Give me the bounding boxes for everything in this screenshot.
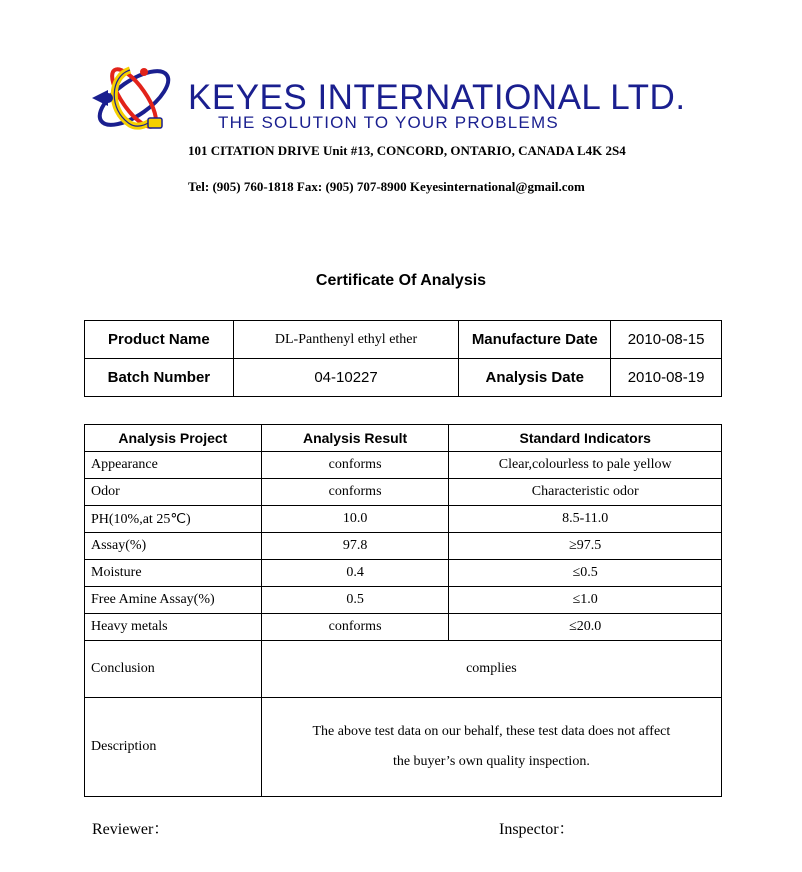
description-line: the buyer’s own quality inspection. <box>392 754 590 769</box>
table-header-row <box>85 425 722 452</box>
company-contact: Tel: (905) 760-1818 Fax: (905) 707-8900 Keyesinternational@gmail.com <box>188 179 585 194</box>
description-line: The above test data on our behalf, these test data does not affect <box>312 724 671 739</box>
company-logo <box>90 58 184 138</box>
conclusion-value: complies <box>261 641 721 698</box>
product-name-label: Product Name <box>85 321 234 359</box>
analysis-result: conforms <box>261 452 449 479</box>
product-info-table <box>84 320 722 397</box>
description-row <box>85 698 722 797</box>
column-header: Analysis Result <box>261 425 449 452</box>
standard-indicator: 8.5-11.0 <box>449 506 722 533</box>
column-header: Standard Indicators <box>449 425 722 452</box>
table-row <box>85 560 722 587</box>
table-row <box>85 359 722 397</box>
standard-indicator: ≤20.0 <box>449 614 722 641</box>
table-row <box>85 452 722 479</box>
company-address: 101 CITATION DRIVE Unit #13, CONCORD, ONTARIO, CANADA L4K 2S4 <box>188 143 626 158</box>
analysis-project: Assay(%) <box>85 533 262 560</box>
document-title: Certificate Of Analysis <box>315 272 487 289</box>
standard-indicator: Characteristic odor <box>449 479 722 506</box>
table-row <box>85 587 722 614</box>
table-row <box>85 479 722 506</box>
batch-number-label: Batch Number <box>85 359 234 397</box>
batch-number-value: 04-10227 <box>233 359 459 397</box>
analysis-project: Free Amine Assay(%) <box>85 587 262 614</box>
analysis-result: 97.8 <box>261 533 449 560</box>
conclusion-row <box>85 641 722 698</box>
analysis-result: 0.4 <box>261 560 449 587</box>
analysis-date-value: 2010-08-19 <box>611 359 722 397</box>
analysis-project: PH(10%,at 25℃) <box>85 506 262 533</box>
company-tagline: THE SOLUTION TO YOUR PROBLEMS <box>218 113 559 132</box>
standard-indicator: ≤0.5 <box>449 560 722 587</box>
analysis-date-label: Analysis Date <box>459 359 611 397</box>
table-row <box>85 321 722 359</box>
description-label: Description <box>85 698 262 797</box>
analysis-result: 0.5 <box>261 587 449 614</box>
analysis-result: conforms <box>261 479 449 506</box>
reviewer-label: Reviewer： <box>92 821 170 838</box>
conclusion-label: Conclusion <box>85 641 262 698</box>
analysis-project: Moisture <box>85 560 262 587</box>
analysis-table <box>84 424 722 797</box>
column-header: Analysis Project <box>85 425 262 452</box>
description-cell <box>261 698 721 797</box>
standard-indicator: ≤1.0 <box>449 587 722 614</box>
inspector-label: Inspector： <box>499 821 575 838</box>
table-row <box>85 614 722 641</box>
analysis-project: Appearance <box>85 452 262 479</box>
manufacture-date-value: 2010-08-15 <box>611 321 722 359</box>
manufacture-date-label: Manufacture Date <box>459 321 611 359</box>
standard-indicator: ≥97.5 <box>449 533 722 560</box>
table-row <box>85 533 722 560</box>
company-name: KEYES INTERNATIONAL LTD. <box>188 78 686 117</box>
analysis-result: 10.0 <box>261 506 449 533</box>
standard-indicator: Clear,colourless to pale yellow <box>449 452 722 479</box>
analysis-project: Odor <box>85 479 262 506</box>
analysis-project: Heavy metals <box>85 614 262 641</box>
product-name-value: DL-Panthenyl ethyl ether <box>233 321 459 359</box>
analysis-result: conforms <box>261 614 449 641</box>
table-row <box>85 506 722 533</box>
